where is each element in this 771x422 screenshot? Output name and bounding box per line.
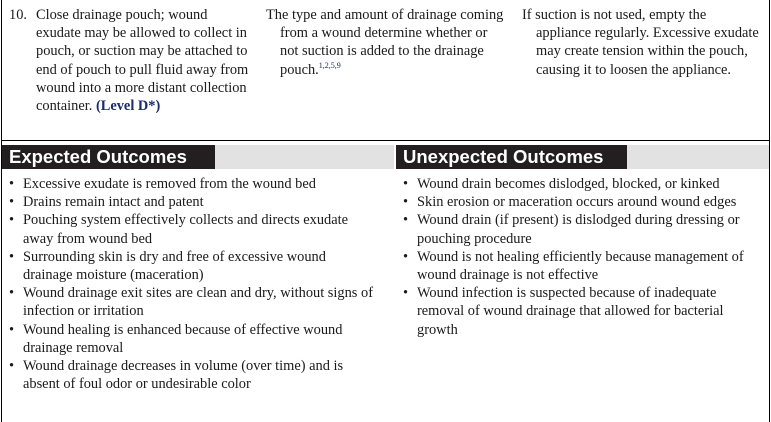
outcome-text: Wound drainage decreases in volume (over time) and is absent of foul odor or undesirable color <box>23 358 344 393</box>
outcome-item <box>9 321 379 357</box>
outcome-text: Wound drainage exit sites are clean and dry, without signs of infection or irritation <box>23 285 373 320</box>
expected-outcomes-heading: Expected Outcomes <box>2 145 215 169</box>
outcome-item <box>403 248 765 284</box>
step-rationale-cell <box>266 6 506 79</box>
bullet-icon: • <box>403 285 409 302</box>
bullet-icon: • <box>403 248 409 265</box>
special-considerations-text: If suction is not used, empty the appliance regularly. Excessive exudate may create tension within the pouch, causing it to loosen the appliance. <box>522 7 759 78</box>
outcome-text: Pouching system effectively collects and directs exudate away from wound bed <box>23 212 349 247</box>
step-action: Close drainage pouch; wound exudate may be allowed to collect in pouch, or suction may be attached to end of pouch to pull fluid away from wound into a more distant collection container. <box>36 7 249 115</box>
bullet-icon: • <box>403 194 409 211</box>
bullet-icon: • <box>9 248 15 265</box>
table-border-right <box>769 0 770 422</box>
unexpected-outcomes-heading: Unexpected Outcomes <box>396 145 627 169</box>
outcome-text: Wound infection is suspected because of inadequate removal of wound drainage that allowed for bacterial growth <box>417 285 724 338</box>
outcome-text: Skin erosion or maceration occurs around wound edges <box>417 194 737 211</box>
outcome-item <box>9 211 379 247</box>
outcome-item <box>403 193 765 211</box>
outcome-item <box>9 357 379 393</box>
outcome-text: Excessive exudate is removed from the wound bed <box>23 176 316 192</box>
table-row-divider <box>1 140 770 141</box>
outcome-item <box>9 175 379 193</box>
outcome-item <box>403 284 765 339</box>
outcome-item <box>9 193 379 211</box>
expected-outcomes-list <box>9 175 379 393</box>
outcome-item <box>9 248 379 284</box>
bullet-icon: • <box>9 358 15 375</box>
step-action-text <box>36 6 254 115</box>
outcome-text: Surrounding skin is dry and free of excessive wound drainage moisture (maceration) <box>23 248 326 284</box>
outcome-text: Wound drain becomes dislodged, blocked, or kinked <box>417 176 720 192</box>
step-action-cell <box>9 6 254 115</box>
special-considerations-cell <box>522 6 764 79</box>
table-border-left <box>1 0 2 422</box>
step-rationale: The type and amount of drainage coming from a wound determine whether or not suction is added to the drainage pouch. <box>266 7 504 78</box>
unexpected-outcomes-list <box>403 175 765 339</box>
outcome-text: Wound is not healing efficiently because management of wound drainage is not effective <box>417 248 744 284</box>
step-number: 10. <box>9 7 27 23</box>
bullet-icon: • <box>9 321 15 338</box>
rationale-references: 1,2,5,9 <box>318 60 341 70</box>
bullet-icon: • <box>9 176 15 192</box>
outcome-item <box>9 284 379 320</box>
outcome-text: Wound drain (if present) is dislodged during dressing or pouching procedure <box>417 212 740 247</box>
evidence-level: (Level D*) <box>95 98 161 115</box>
step-rationale-text <box>266 6 506 79</box>
bullet-icon: • <box>403 176 409 192</box>
bullet-icon: • <box>9 285 15 302</box>
bullet-icon: • <box>403 212 409 229</box>
outcome-text: Drains remain intact and patent <box>23 194 204 211</box>
bullet-icon: • <box>9 212 15 229</box>
bullet-icon: • <box>9 194 15 211</box>
outcome-item <box>403 211 765 247</box>
outcome-item <box>403 175 765 193</box>
outcome-text: Wound healing is enhanced because of effective wound drainage removal <box>23 321 343 356</box>
